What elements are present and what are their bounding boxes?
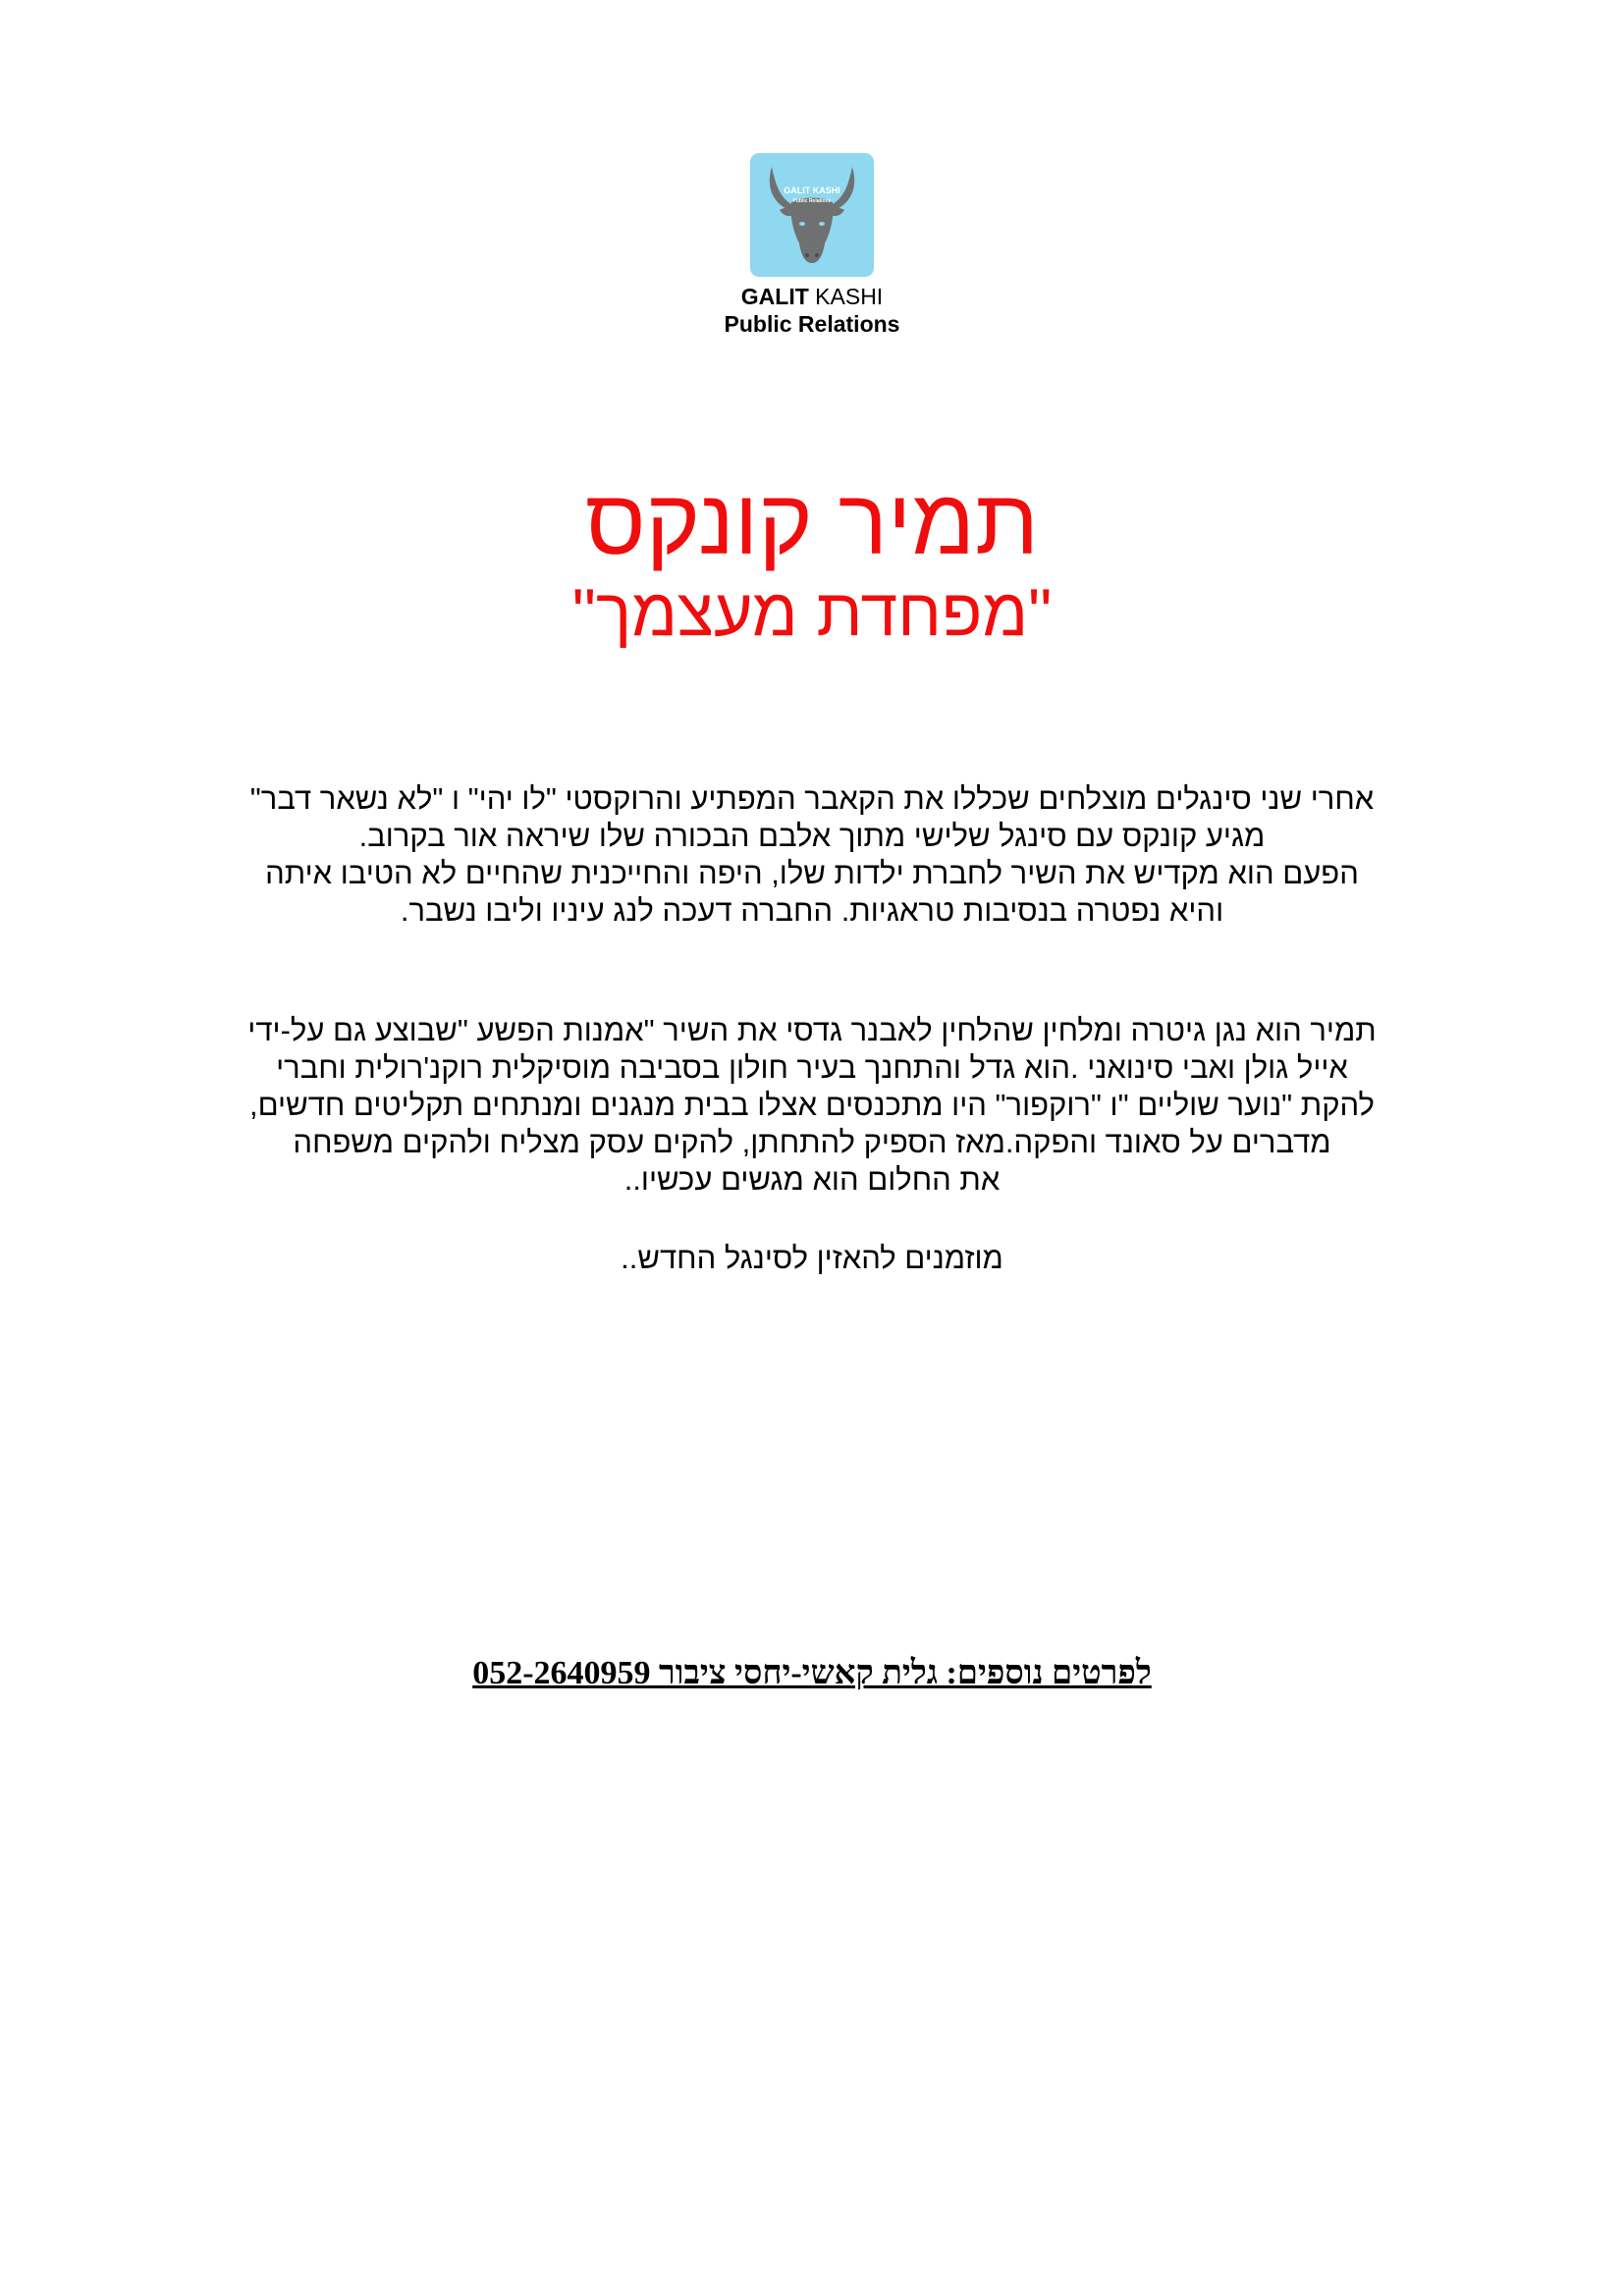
paragraph-line: מדברים על סאונד והפקה.מאז הספיק להתחתן, להקים עסק מצליח ולהקים משפחה	[293, 1125, 1331, 1159]
page-title: תמיר קונקס	[585, 470, 1039, 573]
paragraph-line: מוזמנים להאזין לסינגל החדש..	[621, 1241, 1003, 1275]
title-block	[0, 471, 1624, 652]
paragraph-line: אחרי שני סינגלים מוצלחים שכללו את הקאבר המפתיע והרוקסטי "לו יהי" ו "לא נשאר דבר"	[249, 781, 1375, 816]
logo-subtitle: Public Relations	[724, 311, 900, 337]
song-title: "מפחדת מעצמך"	[571, 575, 1053, 650]
logo-name-rest: KASHI	[808, 284, 884, 309]
paragraph-line: מגיע קונקס עם סינגל שלישי מתוך אלבם הבכורה שלו שיראה אור בקרוב.	[358, 819, 1266, 853]
paragraph-line: הפעם הוא מקדיש את השיר לחברת ילדות שלו, היפה והחייכנית שהחיים לא הטיבו איתה	[265, 856, 1359, 890]
company-logo	[678, 153, 946, 338]
paragraph-line: והיא נפטרה בנסיבות טראגיות. החברה דעכה לנג עיניו וליבו נשבר.	[400, 893, 1224, 928]
paragraph-line: תמיר הוא נגן גיטרה ומלחין שהלחין לאבנר גדסי את השיר "אמנות הפשע "שבוצע גם על-ידי	[247, 1013, 1377, 1047]
paragraph-line: אייל גולן ואבי סינואני .הוא גדל והתחנך בעיר חולון בסביבה מוסיקלית רוקנ'רולית וחברי	[276, 1050, 1348, 1085]
emblem-text-name: GALIT KASHI	[784, 186, 840, 195]
paragraph-bio	[128, 1012, 1496, 1199]
paragraph-line: את החלום הוא מגשים עכשיו..	[623, 1162, 1001, 1197]
emblem-text-subtitle: Public Relations	[792, 198, 832, 204]
paragraph-intro	[128, 780, 1496, 930]
contact-details: לפרטים נוספים: גלית קאשי-יחסי ציבור 052-2640959	[472, 1655, 1152, 1691]
bull-icon	[750, 153, 874, 277]
logo-name-bold: GALIT	[740, 284, 809, 309]
logo-company-name	[678, 283, 946, 310]
paragraph-line: להקת "נוער שוליים "ו "רוקפור" היו מתכנסים אצלו בבית מנגנים ומנתחים תקליטים חדשים,	[249, 1088, 1375, 1122]
paragraph-invitation	[128, 1240, 1496, 1277]
bull-emblem	[750, 153, 874, 277]
